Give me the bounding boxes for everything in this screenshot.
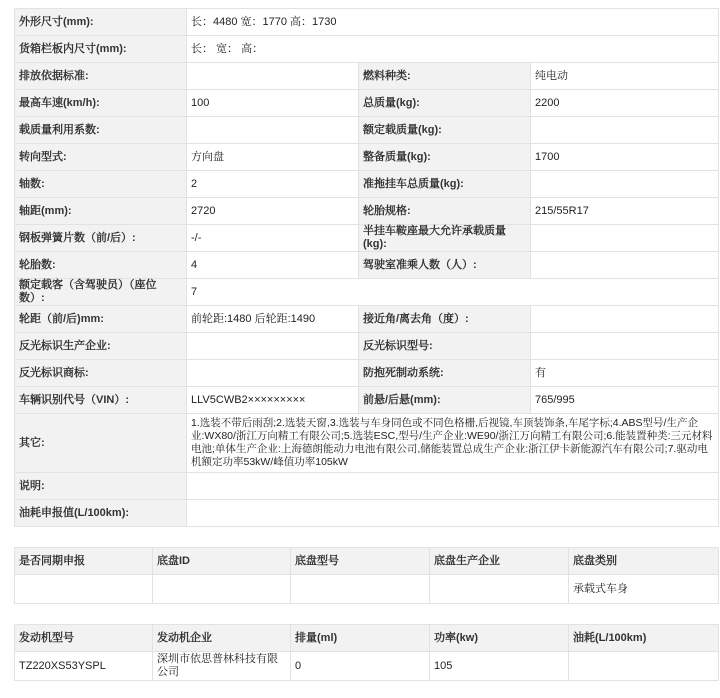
spec-value: -/- — [187, 225, 359, 252]
engine-cell: 105 — [430, 652, 569, 681]
spec-label: 额定载客（含驾驶员）（座位数）: — [15, 279, 187, 306]
spec-row — [15, 414, 719, 473]
spec-label: 总质量(kg): — [359, 90, 531, 117]
spec-label: 转向型式: — [15, 144, 187, 171]
spec-row — [15, 252, 719, 279]
spec-value: 215/55R17 — [531, 198, 719, 225]
spec-value: 4 — [187, 252, 359, 279]
spec-value — [531, 333, 719, 360]
spec-row — [15, 9, 719, 36]
chassis-cell — [15, 575, 153, 604]
spec-value — [531, 117, 719, 144]
spec-label: 轮胎规格: — [359, 198, 531, 225]
chassis-column-header: 底盘类别 — [569, 548, 719, 575]
spec-row — [15, 333, 719, 360]
spec-label: 额定载质量(kg): — [359, 117, 531, 144]
engine-column-header: 功率(kw) — [430, 625, 569, 652]
spec-value — [531, 306, 719, 333]
spec-value — [187, 333, 359, 360]
chassis-table — [14, 547, 719, 604]
engine-cell — [569, 652, 719, 681]
spec-value — [531, 252, 719, 279]
engine-column-header: 发动机企业 — [153, 625, 291, 652]
spec-value: 2200 — [531, 90, 719, 117]
spec-value: 7 — [187, 279, 719, 306]
spec-label: 驾驶室准乘人数（人）: — [359, 252, 531, 279]
engine-cell: TZ220XS53YSPL — [15, 652, 153, 681]
spec-label: 钢板弹簧片数（前/后）: — [15, 225, 187, 252]
spec-value: 1700 — [531, 144, 719, 171]
spec-table — [14, 8, 719, 527]
spec-row — [15, 36, 719, 63]
spec-value: 方向盘 — [187, 144, 359, 171]
vehicle-spec-document — [14, 8, 718, 681]
spec-label: 油耗申报值(L/100km): — [15, 500, 187, 527]
engine-column-header: 排量(ml) — [291, 625, 430, 652]
chassis-column-header: 是否同期申报 — [15, 548, 153, 575]
spec-value: 长：4480 宽：1770 高：1730 — [187, 9, 719, 36]
other-notes: 1.选装不带后雨刮;2.选装天窗,3.选装与车身同色或不同色格栅,后视镜,车顶装饰条,车尾字标;4.ABS型号/生产企业:WX80/浙江万向精工有限公司;5.选装ESC,型号/生产企业:WE90/浙江万向精工有限公司;6.能装置种类:三元材料电池;单体生产企业:上海德朗能动力电池有限公司,储能装置总成生产企业:浙江伊卡新能源汽车有限公司;7.驱动电机额定功率53kW/峰值功率105kW — [187, 414, 719, 473]
spec-label: 燃料种类: — [359, 63, 531, 90]
spec-value: 有 — [531, 360, 719, 387]
engine-cell: 0 — [291, 652, 430, 681]
spec-label: 载质量利用系数: — [15, 117, 187, 144]
spec-label: 反光标识型号: — [359, 333, 531, 360]
chassis-cell — [153, 575, 291, 604]
spec-row — [15, 473, 719, 500]
engine-cell: 深圳市依思普林科技有限公司 — [153, 652, 291, 681]
spec-label: 轴数: — [15, 171, 187, 198]
spec-value: 长： 宽： 高： — [187, 36, 719, 63]
engine-header-row — [15, 625, 719, 652]
spec-row — [15, 63, 719, 90]
spec-row — [15, 225, 719, 252]
spec-value: 2 — [187, 171, 359, 198]
spec-label: 车辆识别代号（VIN）: — [15, 387, 187, 414]
spec-row — [15, 279, 719, 306]
spec-label: 外形尺寸(mm): — [15, 9, 187, 36]
chassis-column-header: 底盘ID — [153, 548, 291, 575]
chassis-row — [15, 575, 719, 604]
spec-value: 765/995 — [531, 387, 719, 414]
spec-label: 前悬/后悬(mm): — [359, 387, 531, 414]
spec-row — [15, 198, 719, 225]
spec-value — [187, 500, 719, 527]
spec-label: 最高车速(km/h): — [15, 90, 187, 117]
spec-row — [15, 117, 719, 144]
spec-value: 2720 — [187, 198, 359, 225]
spec-row — [15, 144, 719, 171]
spec-row — [15, 387, 719, 414]
spec-label: 排放依据标准: — [15, 63, 187, 90]
spec-label: 轮胎数: — [15, 252, 187, 279]
engine-table — [14, 624, 719, 681]
spec-value — [531, 225, 719, 252]
chassis-cell — [291, 575, 430, 604]
spec-row — [15, 306, 719, 333]
spec-value — [187, 63, 359, 90]
spec-label: 轮距（前/后)mm: — [15, 306, 187, 333]
engine-column-header: 发动机型号 — [15, 625, 153, 652]
spec-label: 反光标识商标: — [15, 360, 187, 387]
spec-label: 防抱死制动系统: — [359, 360, 531, 387]
spec-value — [187, 473, 719, 500]
spec-row — [15, 171, 719, 198]
spec-row — [15, 90, 719, 117]
spec-row — [15, 500, 719, 527]
spec-label: 轴距(mm): — [15, 198, 187, 225]
spec-row — [15, 360, 719, 387]
engine-column-header: 油耗(L/100km) — [569, 625, 719, 652]
spec-label: 半挂车鞍座最大允许承载质量(kg): — [359, 225, 531, 252]
spec-value: 纯电动 — [531, 63, 719, 90]
spec-value — [187, 360, 359, 387]
chassis-cell: 承载式车身 — [569, 575, 719, 604]
chassis-header-row — [15, 548, 719, 575]
chassis-cell — [430, 575, 569, 604]
chassis-column-header: 底盘型号 — [291, 548, 430, 575]
spec-label: 货箱栏板内尺寸(mm): — [15, 36, 187, 63]
spec-label: 其它: — [15, 414, 187, 473]
engine-row — [15, 652, 719, 681]
spec-value — [531, 171, 719, 198]
spec-label: 说明: — [15, 473, 187, 500]
spec-value — [187, 117, 359, 144]
spec-label: 整备质量(kg): — [359, 144, 531, 171]
spec-label: 反光标识生产企业: — [15, 333, 187, 360]
spec-value: 前轮距:1480 后轮距:1490 — [187, 306, 359, 333]
spec-label: 接近角/离去角（度）: — [359, 306, 531, 333]
spec-value: 100 — [187, 90, 359, 117]
spec-label: 准拖挂车总质量(kg): — [359, 171, 531, 198]
spec-value: LLV5CWB2××××××××× — [187, 387, 359, 414]
chassis-column-header: 底盘生产企业 — [430, 548, 569, 575]
